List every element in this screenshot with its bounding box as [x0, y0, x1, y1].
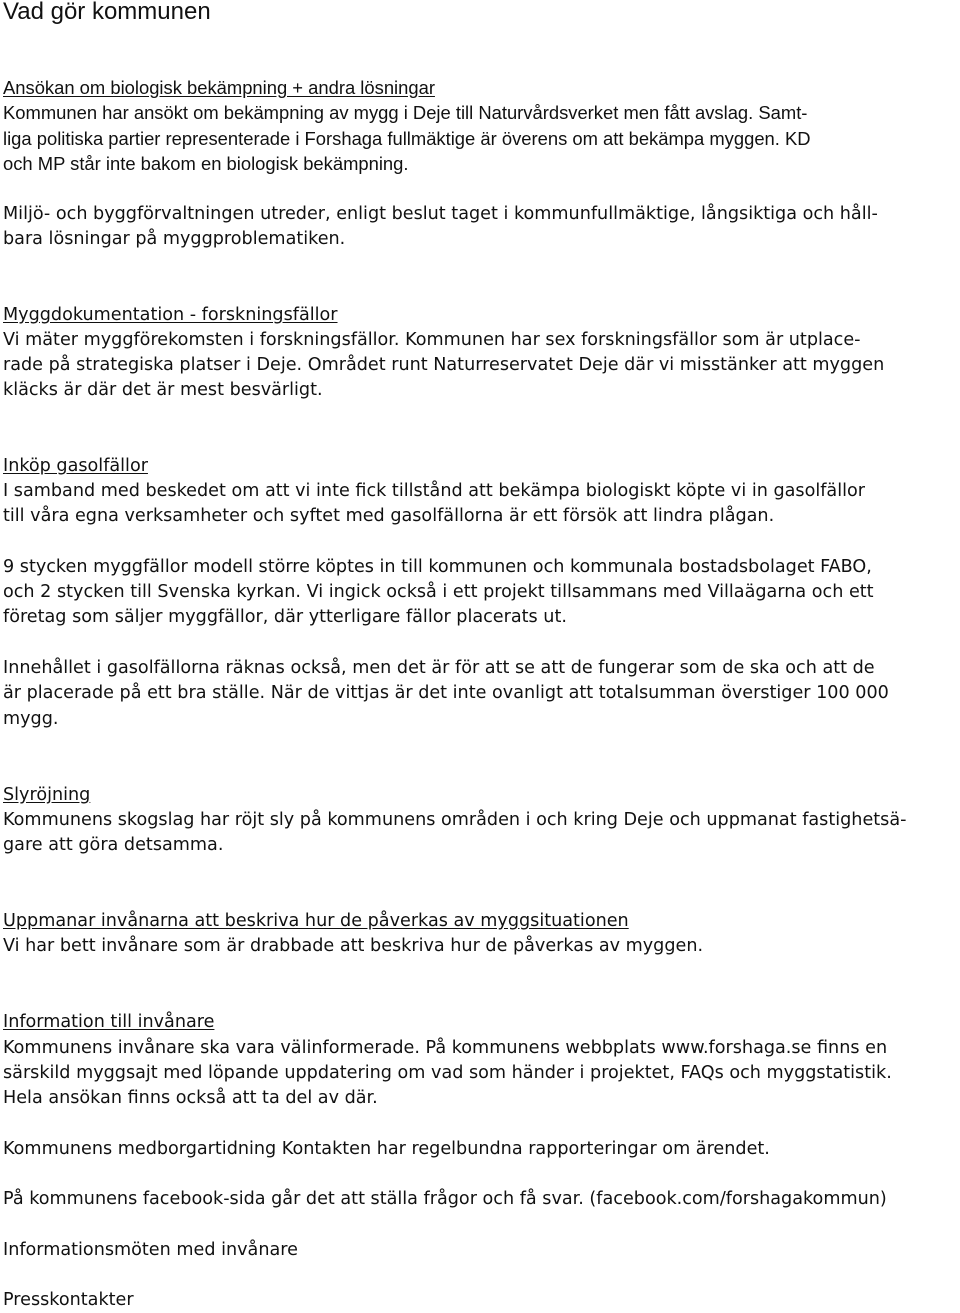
paragraph-line: till våra egna verksamheter och syftet med gasolfällorna är ett försök att lindra plågan. — [3, 506, 775, 526]
paragraph-line: Vi mäter myggförekomsten i forskningsfällor. Kommunen har sex forskningsfällor som är utplace- — [3, 330, 861, 350]
subheading-meetings: Informationsmöten med invånare — [3, 1240, 298, 1260]
paragraph-line: 9 stycken myggfällor modell större köptes in till kommunen och kommunala bostadsbolaget FABO, — [3, 557, 872, 577]
page-title: Vad gör kommunen — [3, 0, 211, 25]
subheading-press: Presskontakter — [3, 1290, 134, 1310]
paragraph-line: Kommunens invånare ska vara välinformerade. På kommunens webbplats www.forshaga.se finns en — [3, 1038, 888, 1058]
paragraph-line: företag som säljer myggfällor, där ytterligare fällor placerats ut. — [3, 607, 567, 627]
paragraph-line: rade på strategiska platser i Deje. Området runt Naturreservatet Deje där vi misstänker att myggen — [3, 355, 885, 375]
section-heading-gastraps: Inköp gasolfällor — [3, 456, 148, 476]
paragraph-line: På kommunens facebook-sida går det att ställa frågor och få svar. (facebook.com/forshagakommun) — [3, 1189, 887, 1209]
paragraph-line: mygg. — [3, 709, 59, 729]
paragraph-line: Kommunens medborgartidning Kontakten har regelbundna rapporteringar om ärendet. — [3, 1139, 770, 1159]
paragraph-line: och MP står inte bakom en biologisk bekämpning. — [3, 153, 409, 174]
section-heading-documentation: Myggdokumentation - forskningsfällor — [3, 305, 338, 325]
paragraph-line: gare att göra detsamma. — [3, 835, 224, 855]
paragraph-line: är placerade på ett bra ställe. När de vittjas är det inte ovanligt att totalsumman överstiger 100 000 — [3, 683, 889, 703]
paragraph-line: liga politiska partier representerade i Forshaga fullmäktige är överens om att bekämpa myggen. KD — [3, 128, 811, 149]
paragraph-line: Innehållet i gasolfällorna räknas också, men det är för att se att de fungerar som de ska och att de — [3, 658, 875, 678]
paragraph-line: särskild myggsajt med löpande uppdatering om vad som händer i projektet, FAQs och myggstatistik. — [3, 1063, 892, 1083]
section-heading-clearing: Slyröjning — [3, 785, 91, 805]
paragraph-line: bara lösningar på myggproblematiken. — [3, 229, 346, 249]
paragraph-line: Kommunen har ansökt om bekämpning av mygg i Deje till Naturvårdsverket men fått avslag. Samt- — [3, 102, 808, 123]
paragraph-line: Hela ansökan finns också att ta del av där. — [3, 1088, 378, 1108]
paragraph-line: kläcks är där det är mest besvärligt. — [3, 380, 323, 400]
paragraph-line: Miljö- och byggförvaltningen utreder, enligt beslut taget i kommunfullmäktige, långsiktiga och håll- — [3, 204, 878, 224]
section-heading-biological: Ansökan om biologisk bekämpning + andra lösningar — [3, 77, 435, 98]
section-heading-information: Information till invånare — [3, 1012, 215, 1032]
paragraph-line: Vi har bett invånare som är drabbade att beskriva hur de påverkas av myggen. — [3, 936, 704, 956]
paragraph-line: Kommunens skogslag har röjt sly på kommunens områden i och kring Deje och uppmanat fastighetsä- — [3, 810, 907, 830]
paragraph-line: I samband med beskedet om att vi inte fick tillstånd att bekämpa biologiskt köpte vi in gasolfällor — [3, 481, 865, 501]
section-heading-residents: Uppmanar invånarna att beskriva hur de påverkas av myggsituationen — [3, 911, 629, 931]
paragraph-line: och 2 stycken till Svenska kyrkan. Vi ingick också i ett projekt tillsammans med Villaägarna och ett — [3, 582, 874, 602]
